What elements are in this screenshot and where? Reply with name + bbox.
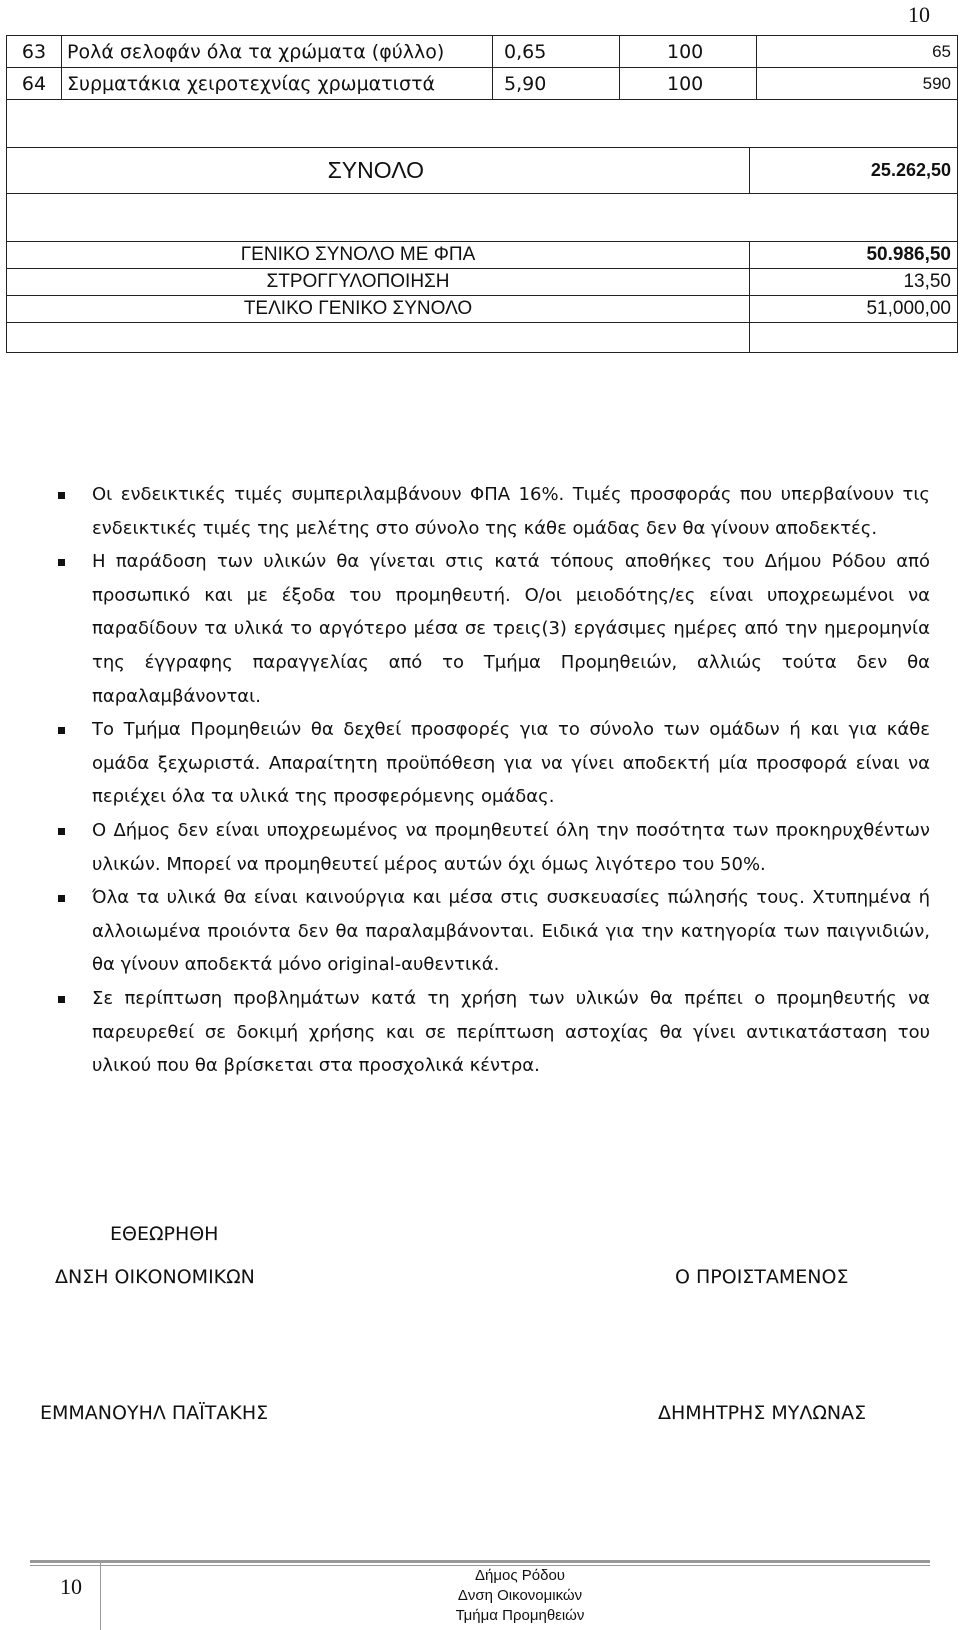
grand-total-row [7,242,958,269]
list-item [58,713,930,814]
footer-divider [30,1560,930,1563]
item-description: Ρολά σελοφάν όλα τα χρώματα (φύλλο) [63,36,493,67]
grand-total-label: ΓΕΝΙΚΟ ΣΥΝΟΛΟ ΜΕ ΦΠΑ [7,242,750,268]
list-item [58,478,930,545]
footer-org-line: Δνση Οικονομικών [457,1587,583,1604]
list-item [58,545,930,713]
footer-page-number: 10 [60,1574,82,1599]
final-total-value: 51,000,00 [866,298,951,319]
note-text: Ο Δήμος δεν είναι υποχρεωμένος να προμηθευτεί όλη την ποσότητα των προκηρυχθέντων υλικών. Μπορεί να προμηθευτεί μέρος αυτών όχι όμως λιγότερο του 50%. [92,819,930,875]
right-signatory-title: Ο ΠΡΟΙΣΤΑΜΕΝΟΣ [675,1266,849,1288]
note-text: Όλα τα υλικά θα είναι καινούργια και μέσα στις συσκευασίες πώλησής τους. Χτυπημένα ή αλλοιωμένα προιόντα δεν θα παραλαμβάνονται. Ειδικά για την κατηγορία των παιγνιδιών, θα γίνουν αποδεκτά μόνο original-αυθεντικά. [92,887,930,976]
square-bullet-icon [58,996,65,1003]
note-text: Σε περίπτωση προβλημάτων κατά τη χρήση των υλικών θα πρέπει ο προμηθευτής να παρευρεθεί σε δοκιμή χρήσης και σε περίπτωση αστοχίας θα γίνει αντικατάσταση του υλικού που θα βρίσκεται στα προσχολικά κέντρα. [92,987,930,1077]
left-signatory-name: ΕΜΜΑΝΟΥΗΛ ΠΑΪΤΑΚΗΣ [40,1402,269,1424]
blank-cell [7,323,750,352]
square-bullet-icon [58,492,65,499]
terms-list [58,478,930,1083]
list-item [58,982,930,1083]
footer-org-line: Δήμος Ρόδου [475,1567,565,1584]
table-blank-row [7,194,958,242]
item-total: 590 [922,73,951,93]
price-table [6,35,958,353]
sum-label: ΣΥΝΟΛΟ [7,148,750,193]
list-item [58,814,930,881]
item-number: 64 [7,68,62,99]
page-number-top: 10 [908,2,930,27]
sum-row [7,148,958,194]
rounding-value: 13,50 [903,271,951,292]
item-quantity: 100 [621,68,757,99]
table-row [7,68,958,100]
table-blank-row [7,323,958,353]
table-row [7,36,958,68]
rounding-label: ΣΤΡΟΓΓΥΛΟΠΟΙΗΣΗ [7,269,750,295]
note-text: Οι ενδεικτικές τιμές συμπεριλαμβάνουν ΦΠΑ 16%. Τιμές προσφοράς που υπερβαίνουν τις ενδεικτικές τιμές της μελέτης στο σύνολο της κάθε ομάδας δεν θα γίνουν αποδεκτές. [92,484,930,539]
item-quantity: 100 [621,36,757,67]
review-label: ΕΘΕΩΡΗΘΗ [110,1223,219,1245]
table-blank-row [7,100,958,148]
grand-total-value: 50.986,50 [866,244,951,265]
item-total: 65 [932,41,951,61]
list-item [58,881,930,982]
note-text: Η παράδοση των υλικών θα γίνεται στις κατά τόπους αποθήκες του Δήμου Ρόδου από προσωπικό και με έξοδα του προμηθευτή. Ο/οι μειοδότης/ες είναι υποχρεωμένοι να παραδίδουν τα υλικά το αργότερο μέσα σε τρεις(3) εργάσιμες ημέρες από την ημερομηνία της έγγραφης παραγγελίας από το Τμήμα Προμηθειών, αλλιώς τούτα δεν θα παραλαμβάνονται. [92,551,930,707]
footer-separator [100,1560,101,1630]
square-bullet-icon [58,895,65,902]
item-description: Συρματάκια χειροτεχνίας χρωματιστά [63,68,493,99]
footer-org-line: Τμήμα Προμηθειών [455,1607,585,1624]
item-price: 5,90 [494,68,620,99]
left-signatory-title: ΔΝΣΗ ΟΙΚΟΝΟΜΙΚΩΝ [55,1266,255,1288]
right-signatory-name: ΔΗΜΗΤΡΗΣ ΜΥΛΩΝΑΣ [658,1402,867,1424]
final-total-label: ΤΕΛΙΚΟ ΓΕΝΙΚΟ ΣΥΝΟΛΟ [7,296,750,322]
rounding-row [7,269,958,296]
sum-value: 25.262,50 [870,160,951,180]
note-text: Το Τμήμα Προμηθειών θα δεχθεί προσφορές για το σύνολο των ομάδων ή και για κάθε ομάδα ξεχωριστά. Απαραίτητη προϋπόθεση για να γίνει αποδεκτή μία προσφορά είναι να περιέχει όλα τα υλικά της προσφερόμενης ομάδας. [92,719,930,808]
square-bullet-icon [58,828,65,835]
square-bullet-icon [58,559,65,566]
item-number: 63 [7,36,62,67]
final-total-row [7,296,958,323]
item-price: 0,65 [494,36,620,67]
square-bullet-icon [58,727,65,734]
footer-organization [420,1566,620,1626]
